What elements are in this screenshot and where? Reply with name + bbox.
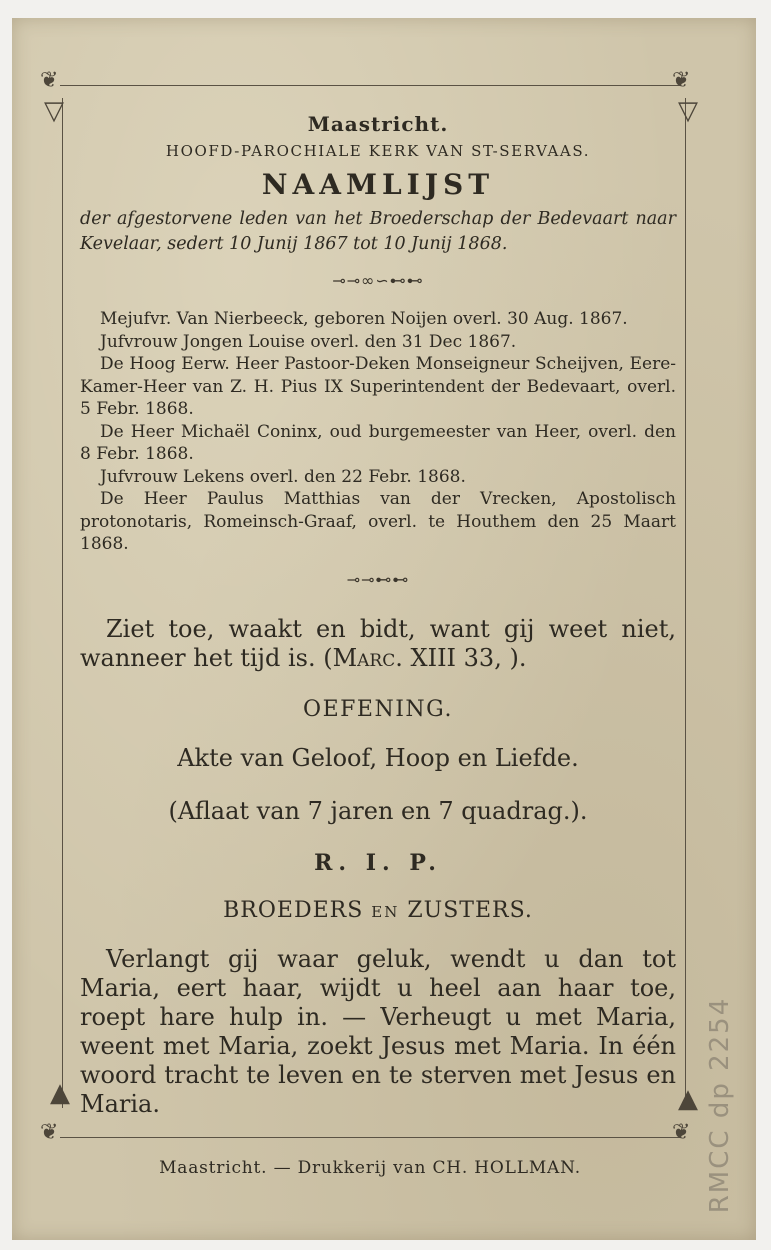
- pendant-ornament-icon: ▲: [50, 1078, 70, 1108]
- pendant-ornament-icon: ▽: [678, 96, 698, 126]
- list-item: De Heer Paulus Matthias van der Vrecken, Apostolisch protonotaris, Romeinsch-Graaf, overl. te Houthem den 25 Maart 1868.: [80, 489, 676, 554]
- card-content: [80, 112, 676, 1119]
- aflaat-line: (Aflaat van 7 jaren en 7 quadrag.).: [168, 796, 588, 825]
- verse-reference: Marc.: [332, 643, 403, 672]
- page-title: NAAMLIJST: [261, 168, 495, 201]
- church-heading: HOOFD-PAROCHIALE KERK VAN ST-SERVAAS.: [165, 142, 591, 160]
- list-item: Jufvrouw Lekens overl. den 22 Febr. 1868.: [100, 466, 466, 487]
- city-heading: Maastricht.: [307, 112, 449, 136]
- broeders-word: BROEDERS: [223, 897, 364, 923]
- broeders-heading: [80, 898, 676, 923]
- archive-stamp: [690, 990, 750, 1220]
- subtitle: der afgestorvene leden van het Broederschap der Bedevaart naar Kevelaar, sedert 10 Junij 1867 tot 10 Junij 1868.: [80, 209, 676, 254]
- frame-bottom-rule: [60, 1137, 680, 1138]
- verse-reference-rest: XIII 33, ).: [402, 643, 527, 672]
- printer-imprint: Maastricht. — Drukkerij van CH. HOLLMAN.: [159, 1158, 581, 1178]
- exhortation-text: Verlangt gij waar geluk, wendt u dan tot Maria, eert haar, wijdt u heel aan haar toe, roept hare hulp in. — Verheugt u met Maria, weent met Maria, zoekt Jesus met Maria. In één woord tracht te leven en te sterven met Jesus en Maria.: [80, 944, 676, 1118]
- rip-heading: R. I. P.: [314, 849, 442, 876]
- en-word: EN: [371, 902, 400, 921]
- list-item: Mejufvr. Van Nierbeeck, geboren Noijen overl. 30 Aug. 1867.: [100, 309, 628, 329]
- frame-top-rule: [60, 85, 680, 86]
- list-item: De Hoog Eerw. Heer Pastoor-Deken Monseigneur Scheijven, Eere-Kamer-Heer van Z. H. Pius IX Superintendent der Bedevaart, overl. 5 Febr. 1868.: [80, 354, 676, 419]
- divider-ornament-icon: ⊸⊸⊷⊷: [346, 569, 410, 589]
- deceased-list: [80, 308, 676, 556]
- verse-text: Ziet toe, waakt en bidt, want gij weet niet, wanneer het tijd is. (: [80, 614, 676, 672]
- frame-left-rule: [62, 98, 63, 1108]
- divider-ornament-icon: ⊸⊸∞∽⊷⊷: [332, 271, 424, 290]
- akte-line: Akte van Geloof, Hoop en Liefde.: [177, 743, 579, 772]
- archive-stamp-text: RMCC dp 2254: [705, 996, 735, 1214]
- list-item: De Heer Michaël Coninx, oud burgemeester van Heer, overl. den 8 Febr. 1868.: [80, 421, 676, 464]
- corner-ornament-bottom-right-icon: ❦: [672, 1120, 691, 1145]
- pendant-ornament-icon: ▽: [44, 96, 64, 126]
- list-item: Jufvrouw Jongen Louise overl. den 31 Dec 1867.: [100, 331, 517, 352]
- oefening-heading: OEFENING.: [303, 696, 453, 722]
- frame-right-rule: [685, 98, 686, 1108]
- corner-ornament-bottom-left-icon: ❦: [40, 1120, 59, 1145]
- zusters-word: ZUSTERS.: [407, 897, 533, 923]
- corner-ornament-top-left-icon: ❦: [40, 68, 59, 93]
- corner-ornament-top-right-icon: ❦: [672, 68, 691, 93]
- pendant-ornament-icon: ▲: [678, 1084, 698, 1114]
- scripture-verse: [80, 615, 676, 673]
